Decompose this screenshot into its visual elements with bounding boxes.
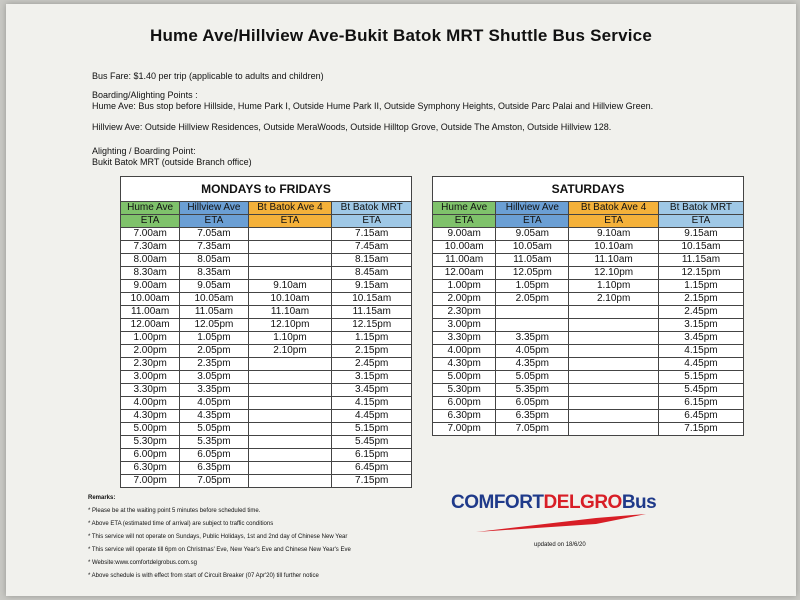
saturday-heading: SATURDAYS (433, 177, 744, 202)
time-cell: 1.05pm (180, 332, 248, 345)
time-cell: 11.15am (332, 306, 412, 319)
time-cell: 4.05pm (496, 345, 569, 358)
time-cell: 4.45pm (332, 410, 412, 423)
time-cell: 4.15pm (332, 397, 412, 410)
time-cell: 2.30pm (433, 306, 496, 319)
time-cell: 9.05am (496, 228, 569, 241)
time-cell: 8.15am (332, 254, 412, 267)
time-cell (248, 267, 332, 280)
time-cell: 7.45am (332, 241, 412, 254)
time-cell (569, 410, 659, 423)
table-row (433, 371, 744, 384)
time-cell (569, 358, 659, 371)
time-cell (569, 319, 659, 332)
time-cell: 12.10pm (248, 319, 332, 332)
comfortdelgro-logo (451, 492, 656, 514)
saturday-col-mrt: Bt Batok MRT (658, 202, 743, 215)
weekday-col-ave4: Bt Batok Ave 4 (248, 202, 332, 215)
table-row (121, 254, 412, 267)
time-cell: 7.05pm (496, 423, 569, 436)
time-cell: 9.10am (248, 280, 332, 293)
time-cell (248, 410, 332, 423)
time-cell: 1.05pm (496, 280, 569, 293)
time-cell (248, 241, 332, 254)
saturday-eta-mrt: ETA (658, 215, 743, 228)
time-cell: 7.05pm (180, 475, 248, 488)
time-cell: 11.10am (248, 306, 332, 319)
time-cell: 10.05am (180, 293, 248, 306)
time-cell: 9.15am (658, 228, 743, 241)
remark-item: * Above schedule is with effect from start of Circuit Breaker (07 Apr'20) till further notice (88, 573, 319, 579)
time-cell: 11.05am (180, 306, 248, 319)
saturday-rows (433, 228, 744, 436)
time-cell: 7.15pm (332, 475, 412, 488)
time-cell: 11.00am (433, 254, 496, 267)
table-row (121, 345, 412, 358)
time-cell: 6.15pm (658, 397, 743, 410)
time-cell: 2.05pm (496, 293, 569, 306)
time-cell: 6.00pm (121, 449, 180, 462)
table-row (433, 254, 744, 267)
time-cell: 6.00pm (433, 397, 496, 410)
time-cell: 5.05pm (496, 371, 569, 384)
time-cell: 5.35pm (496, 384, 569, 397)
time-cell: 12.10pm (569, 267, 659, 280)
weekday-rows (121, 228, 412, 488)
time-cell: 8.45am (332, 267, 412, 280)
weekday-col-hillview: Hillview Ave (180, 202, 248, 215)
time-cell: 6.15pm (332, 449, 412, 462)
time-cell: 12.05pm (180, 319, 248, 332)
time-cell: 9.10am (569, 228, 659, 241)
table-row (121, 332, 412, 345)
table-row (433, 228, 744, 241)
time-cell: 5.00pm (121, 423, 180, 436)
table-row (433, 319, 744, 332)
time-cell: 11.15am (658, 254, 743, 267)
weekday-col-hume: Hume Ave (121, 202, 180, 215)
time-cell: 10.10am (569, 241, 659, 254)
time-cell: 8.00am (121, 254, 180, 267)
time-cell (569, 306, 659, 319)
table-row (121, 280, 412, 293)
table-row (433, 410, 744, 423)
time-cell (248, 371, 332, 384)
time-cell (248, 384, 332, 397)
time-cell: 12.00am (433, 267, 496, 280)
time-cell: 4.35pm (180, 410, 248, 423)
time-cell: 7.00am (121, 228, 180, 241)
table-row (433, 397, 744, 410)
time-cell: 5.00pm (433, 371, 496, 384)
time-cell: 6.05pm (180, 449, 248, 462)
time-cell: 12.00am (121, 319, 180, 332)
time-cell: 2.45pm (332, 358, 412, 371)
remark-item: * This service will not operate on Sundays, Public Holidays, 1st and 2nd day of Chinese New Year (88, 534, 348, 540)
time-cell: 3.35pm (496, 332, 569, 345)
time-cell: 10.00am (433, 241, 496, 254)
table-row (433, 358, 744, 371)
time-cell: 7.15am (332, 228, 412, 241)
time-cell: 2.35pm (180, 358, 248, 371)
saturday-eta-hillview: ETA (496, 215, 569, 228)
time-cell: 3.30pm (433, 332, 496, 345)
time-cell: 5.30pm (121, 436, 180, 449)
time-cell: 6.35pm (180, 462, 248, 475)
table-row (121, 293, 412, 306)
time-cell (248, 423, 332, 436)
time-cell (248, 254, 332, 267)
logo-swoosh-icon (476, 514, 646, 534)
boarding-heading: Boarding/Alighting Points : (92, 90, 198, 100)
time-cell (248, 397, 332, 410)
time-cell: 2.10pm (569, 293, 659, 306)
remark-item: * Website:www.comfortdelgrobus.com.sg (88, 560, 197, 566)
table-row (121, 436, 412, 449)
bus-fare: Bus Fare: $1.40 per trip (applicable to adults and children) (92, 71, 324, 81)
time-cell: 10.10am (248, 293, 332, 306)
table-row (121, 397, 412, 410)
time-cell: 3.45pm (332, 384, 412, 397)
time-cell: 7.00pm (121, 475, 180, 488)
time-cell: 6.30pm (433, 410, 496, 423)
time-cell (248, 358, 332, 371)
weekday-eta-mrt: ETA (332, 215, 412, 228)
table-row (121, 410, 412, 423)
time-cell: 11.05am (496, 254, 569, 267)
time-cell: 5.35pm (180, 436, 248, 449)
weekday-eta-ave4: ETA (248, 215, 332, 228)
time-cell: 8.35am (180, 267, 248, 280)
time-cell: 8.05am (180, 254, 248, 267)
time-cell: 1.00pm (433, 280, 496, 293)
time-cell: 1.10pm (248, 332, 332, 345)
time-cell: 2.30pm (121, 358, 180, 371)
time-cell: 9.00am (433, 228, 496, 241)
updated-date: updated on 18/6/20 (534, 542, 586, 548)
time-cell (569, 384, 659, 397)
saturday-eta-hume: ETA (433, 215, 496, 228)
time-cell: 4.15pm (658, 345, 743, 358)
weekday-eta-hillview: ETA (180, 215, 248, 228)
time-cell: 11.00am (121, 306, 180, 319)
time-cell (496, 306, 569, 319)
time-cell: 7.05am (180, 228, 248, 241)
time-cell: 3.15pm (332, 371, 412, 384)
time-cell: 9.00am (121, 280, 180, 293)
time-cell: 2.45pm (658, 306, 743, 319)
time-cell: 2.05pm (180, 345, 248, 358)
time-cell: 6.30pm (121, 462, 180, 475)
remarks-heading: Remarks: (88, 495, 116, 501)
table-row (433, 267, 744, 280)
time-cell: 7.15pm (658, 423, 743, 436)
table-row (121, 384, 412, 397)
table-row (433, 280, 744, 293)
table-row (121, 319, 412, 332)
table-row (433, 293, 744, 306)
time-cell: 2.15pm (332, 345, 412, 358)
table-row (121, 228, 412, 241)
time-cell (248, 436, 332, 449)
time-cell: 12.15pm (332, 319, 412, 332)
time-cell (248, 475, 332, 488)
logo-bus: Bus (621, 492, 657, 513)
remark-item: * This service will operate till 6pm on Christmas' Eve, New Year's Eve and Chinese New Year's Eve (88, 547, 351, 553)
page-title: Hume Ave/Hillview Ave-Bukit Batok MRT Shuttle Bus Service (149, 26, 652, 45)
logo-delgro: DELGRO (543, 492, 622, 513)
remark-item: * Please be at the waiting point 5 minutes before scheduled time. (88, 508, 261, 514)
time-cell: 1.10pm (569, 280, 659, 293)
time-cell: 2.00pm (121, 345, 180, 358)
table-row (433, 384, 744, 397)
time-cell (569, 397, 659, 410)
time-cell: 4.05pm (180, 397, 248, 410)
saturday-col-ave4: Bt Batok Ave 4 (569, 202, 659, 215)
saturday-col-hume: Hume Ave (433, 202, 496, 215)
time-cell: 1.15pm (658, 280, 743, 293)
time-cell: 12.05pm (496, 267, 569, 280)
time-cell: 9.05am (180, 280, 248, 293)
time-cell (248, 462, 332, 475)
table-row (121, 423, 412, 436)
time-cell (496, 319, 569, 332)
time-cell: 3.05pm (180, 371, 248, 384)
saturday-col-hillview: Hillview Ave (496, 202, 569, 215)
boarding-hillview: Hillview Ave: Outside Hillview Residences, Outside MeraWoods, Outside Hilltop Grove, Outside The Amston, Outside Hillview 128. (92, 122, 612, 132)
time-cell: 7.35am (180, 241, 248, 254)
time-cell: 10.05am (496, 241, 569, 254)
time-cell: 12.15pm (658, 267, 743, 280)
table-row (433, 423, 744, 436)
table-row (433, 332, 744, 345)
table-row (121, 449, 412, 462)
time-cell: 2.10pm (248, 345, 332, 358)
time-cell: 4.45pm (658, 358, 743, 371)
remarks (88, 492, 351, 583)
weekday-col-mrt: Bt Batok MRT (332, 202, 412, 215)
time-cell: 4.00pm (121, 397, 180, 410)
alighting-point: Bukit Batok MRT (outside Branch office) (92, 157, 252, 167)
time-cell (248, 228, 332, 241)
remark-item: * Above ETA (estimated time of arrival) are subject to traffic conditions (88, 521, 274, 527)
table-row (433, 241, 744, 254)
saturday-eta-ave4: ETA (569, 215, 659, 228)
time-cell: 3.00pm (121, 371, 180, 384)
time-cell: 10.00am (121, 293, 180, 306)
time-cell: 4.35pm (496, 358, 569, 371)
weekday-eta-hume: ETA (121, 215, 180, 228)
time-cell: 10.15am (332, 293, 412, 306)
time-cell (569, 332, 659, 345)
time-cell: 5.15pm (332, 423, 412, 436)
time-cell: 7.00pm (433, 423, 496, 436)
time-cell: 6.05pm (496, 397, 569, 410)
time-cell: 8.30am (121, 267, 180, 280)
table-row (121, 267, 412, 280)
time-cell: 6.35pm (496, 410, 569, 423)
table-row (121, 241, 412, 254)
saturday-timetable (432, 176, 744, 436)
time-cell (569, 371, 659, 384)
boarding-hume: Hume Ave: Bus stop before Hillside, Hume Park I, Outside Hume Park II, Outside Symphony Heights, Outside Parc Palai and Hillview Green. (92, 101, 654, 111)
table-row (121, 358, 412, 371)
table-row (121, 475, 412, 488)
time-cell: 2.15pm (658, 293, 743, 306)
weekday-timetable (120, 176, 412, 488)
time-cell: 5.05pm (180, 423, 248, 436)
time-cell: 4.30pm (433, 358, 496, 371)
time-cell: 5.45pm (658, 384, 743, 397)
time-cell: 5.45pm (332, 436, 412, 449)
time-cell: 3.00pm (433, 319, 496, 332)
time-cell: 6.45pm (658, 410, 743, 423)
time-cell: 2.00pm (433, 293, 496, 306)
table-row (121, 371, 412, 384)
time-cell (248, 449, 332, 462)
time-cell: 10.15am (658, 241, 743, 254)
weekday-heading: MONDAYS to FRIDAYS (121, 177, 412, 202)
table-row (121, 462, 412, 475)
time-cell: 3.15pm (658, 319, 743, 332)
time-cell: 3.45pm (658, 332, 743, 345)
time-cell: 3.30pm (121, 384, 180, 397)
time-cell: 3.35pm (180, 384, 248, 397)
time-cell (569, 423, 659, 436)
time-cell: 6.45pm (332, 462, 412, 475)
time-cell: 5.15pm (658, 371, 743, 384)
table-row (433, 306, 744, 319)
alighting-heading: Alighting / Boarding Point: (92, 146, 196, 156)
time-cell: 1.15pm (332, 332, 412, 345)
time-cell: 9.15am (332, 280, 412, 293)
logo-comfort: COMFORT (451, 492, 544, 513)
time-cell: 1.00pm (121, 332, 180, 345)
timetable-sheet (6, 4, 796, 596)
time-cell: 11.10am (569, 254, 659, 267)
time-cell: 4.30pm (121, 410, 180, 423)
time-cell: 7.30am (121, 241, 180, 254)
table-row (433, 345, 744, 358)
time-cell: 5.30pm (433, 384, 496, 397)
time-cell (569, 345, 659, 358)
table-row (121, 306, 412, 319)
time-cell: 4.00pm (433, 345, 496, 358)
